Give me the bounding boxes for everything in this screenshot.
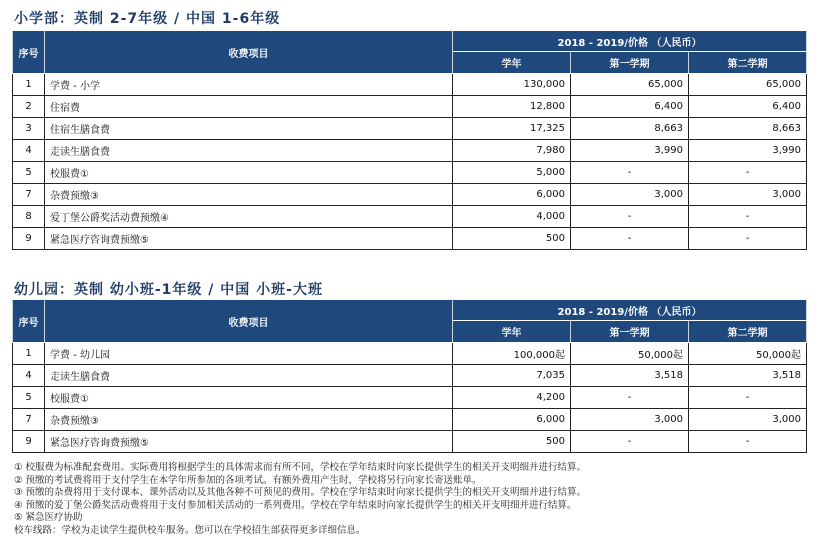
cell-sem2: 65,000: [689, 74, 807, 96]
cell-item: 紧急医疗咨询费预缴⑤: [45, 431, 453, 453]
cell-seq: 1: [13, 343, 45, 365]
cell-sem1: -: [571, 431, 689, 453]
cell-sem1: 3,000: [571, 409, 689, 431]
cell-item: 学费 - 幼儿园: [45, 343, 453, 365]
cell-sem2: -: [689, 431, 807, 453]
header-seq: 序号: [13, 300, 45, 343]
footnote: 校车线路：学校为走读学生提供校车服务。您可以在学校招生部获得更多详细信息。: [14, 524, 366, 536]
cell-year: 7,035: [453, 365, 571, 387]
cell-seq: 5: [13, 162, 45, 184]
cell-sem2: -: [689, 162, 807, 184]
cell-sem2: 3,518: [689, 365, 807, 387]
cell-sem2: 3,000: [689, 184, 807, 206]
footnote: ⑤ 紧急医疗协助: [14, 512, 83, 524]
cell-sem1: -: [571, 206, 689, 228]
footnotes: [14, 462, 586, 538]
cell-year: 12,800: [453, 96, 571, 118]
cell-item: 紧急医疗咨询费预缴⑤: [45, 228, 453, 250]
cell-year: 5,000: [453, 162, 571, 184]
table-row: [13, 431, 807, 453]
table-row: [13, 162, 807, 184]
cell-sem2: -: [689, 228, 807, 250]
table-row: [13, 365, 807, 387]
cell-sem1: 6,400: [571, 96, 689, 118]
cell-item: 住宿生膳食费: [45, 118, 453, 140]
cell-item: 学费 - 小学: [45, 74, 453, 96]
cell-item: 杂费预缴③: [45, 184, 453, 206]
primary-fee-table: [12, 30, 807, 250]
header-price: 2018 - 2019/价格 （人民币）: [453, 31, 807, 52]
cell-item: 爱丁堡公爵奖活动费预缴④: [45, 206, 453, 228]
cell-seq: 8: [13, 206, 45, 228]
cell-year: 100,000起: [453, 343, 571, 365]
cell-year: 6,000: [453, 409, 571, 431]
header-seq: 序号: [13, 31, 45, 74]
cell-year: 6,000: [453, 184, 571, 206]
footnote: ④ 预缴的爱丁堡公爵奖活动费将用于支付参加相关活动的一系列费用。学校在学年结束时向家长提供学生的相关开支明细并进行结算。: [14, 499, 577, 511]
cell-sem1: 3,000: [571, 184, 689, 206]
table-row: [13, 118, 807, 140]
footnote: ① 校服费为标准配套费用。实际费用将根据学生的具体需求而有所不同，学校在学年结束时向家长提供学生的相关开支明细并进行结算。: [14, 462, 587, 473]
cell-seq: 7: [13, 409, 45, 431]
cell-sem2: 3,000: [689, 409, 807, 431]
header-sem2: 第二学期: [689, 52, 807, 74]
cell-sem1: 8,663: [571, 118, 689, 140]
cell-sem2: 6,400: [689, 96, 807, 118]
cell-year: 500: [453, 431, 571, 453]
cell-year: 130,000: [453, 74, 571, 96]
cell-sem2: 3,990: [689, 140, 807, 162]
cell-sem2: 8,663: [689, 118, 807, 140]
cell-sem1: -: [571, 162, 689, 184]
table-row: [13, 228, 807, 250]
cell-seq: 7: [13, 184, 45, 206]
cell-seq: 2: [13, 96, 45, 118]
header-item: 收费项目: [45, 300, 453, 343]
cell-seq: 3: [13, 118, 45, 140]
cell-seq: 4: [13, 365, 45, 387]
cell-seq: 9: [13, 228, 45, 250]
cell-item: 走读生膳食费: [45, 365, 453, 387]
cell-sem2: -: [689, 387, 807, 409]
footnote: ② 预缴的考试费将用于支付学生在本学年所参加的各项考试。有额外费用产生时，学校将另行向家长寄送账单。: [14, 474, 482, 486]
header-sem1: 第一学期: [571, 52, 689, 74]
cell-sem1: 3,518: [571, 365, 689, 387]
table-row: [13, 387, 807, 409]
cell-item: 校服费①: [45, 162, 453, 184]
cell-item: 校服费①: [45, 387, 453, 409]
cell-year: 4,200: [453, 387, 571, 409]
cell-year: 500: [453, 228, 571, 250]
cell-year: 4,000: [453, 206, 571, 228]
footnote: ③ 预缴的杂费将用于支付课本、课外活动以及其他各种不可预见的费用。学校在学年结束时向家长提供学生的相关开支明细并进行结算。: [14, 487, 587, 499]
cell-item: 走读生膳食费: [45, 140, 453, 162]
header-year: 学年: [453, 52, 571, 74]
cell-seq: 1: [13, 74, 45, 96]
primary-section-title: 小学部：英制 2-7年级 / 中国 1-6年级: [14, 11, 281, 27]
table-row: [13, 140, 807, 162]
cell-sem1: 3,990: [571, 140, 689, 162]
header-year: 学年: [453, 321, 571, 343]
cell-sem1: 50,000起: [571, 343, 689, 365]
table-row: [13, 96, 807, 118]
kindergarten-section-title: 幼儿园：英制 幼小班-1年级 / 中国 小班-大班: [14, 282, 323, 298]
cell-item: 杂费预缴③: [45, 409, 453, 431]
cell-sem2: -: [689, 206, 807, 228]
cell-sem1: 65,000: [571, 74, 689, 96]
header-price: 2018 - 2019/价格 （人民币）: [453, 300, 807, 321]
table-row: [13, 409, 807, 431]
cell-sem1: -: [571, 387, 689, 409]
cell-sem1: -: [571, 228, 689, 250]
cell-item: 住宿费: [45, 96, 453, 118]
cell-sem2: 50,000起: [689, 343, 807, 365]
header-sem1: 第一学期: [571, 321, 689, 343]
table-row: [13, 206, 807, 228]
kindergarten-fee-table: [12, 299, 807, 453]
header-sem2: 第二学期: [689, 321, 807, 343]
cell-seq: 9: [13, 431, 45, 453]
table-row: [13, 74, 807, 96]
table-row: [13, 343, 807, 365]
table-row: [13, 184, 807, 206]
table-header-row: [13, 31, 807, 52]
cell-seq: 4: [13, 140, 45, 162]
cell-seq: 5: [13, 387, 45, 409]
table-header-row: [13, 300, 807, 321]
header-item: 收费项目: [45, 31, 453, 74]
cell-year: 17,325: [453, 118, 571, 140]
cell-year: 7,980: [453, 140, 571, 162]
